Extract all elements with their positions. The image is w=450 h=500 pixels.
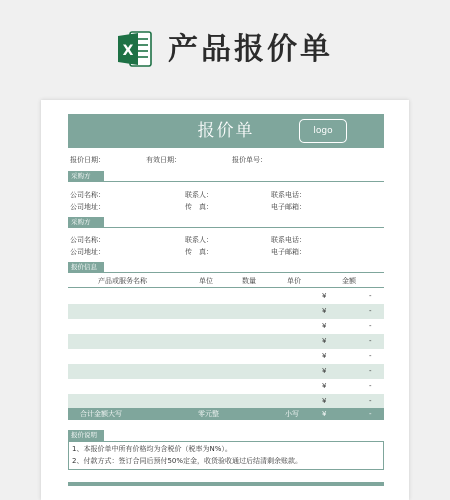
column-header-amount: 金额 xyxy=(342,277,356,285)
row-yen: ¥ xyxy=(322,382,327,390)
seller-email: 电子邮箱： xyxy=(271,248,306,256)
buyer-contact: 联系人： xyxy=(185,191,213,199)
total-small-label: 小写 xyxy=(285,410,299,418)
table-row xyxy=(68,349,384,364)
note-line: 1、本报价单中所有价格均为含税价（税率为N%）。 xyxy=(72,445,232,453)
table-row xyxy=(68,334,384,349)
divider xyxy=(68,272,384,273)
buyer-phone: 联系电话： xyxy=(271,191,306,199)
table-row xyxy=(68,394,384,409)
row-amount: - xyxy=(369,367,372,375)
row-amount: - xyxy=(369,307,372,315)
page-heading: 产品报价单 xyxy=(168,32,333,67)
table-row xyxy=(68,364,384,379)
seller-contact: 联系人： xyxy=(185,236,213,244)
column-header-product: 产品或服务名称 xyxy=(98,277,147,285)
row-yen: ¥ xyxy=(322,397,327,405)
seller-phone: 联系电话： xyxy=(271,236,306,244)
column-header-quantity: 数量 xyxy=(242,277,256,285)
row-amount: - xyxy=(369,337,372,345)
quote-no-label: 报价单号： xyxy=(232,156,267,164)
buyer-email: 电子邮箱： xyxy=(271,203,306,211)
note-line: 2、付款方式：签订合同后预付50%定金，收货验收通过后结清剩余账款。 xyxy=(72,457,303,465)
column-header-price: 单价 xyxy=(287,277,301,285)
table-row xyxy=(68,289,384,304)
seller-fax: 传 真： xyxy=(185,248,213,256)
divider xyxy=(68,227,384,228)
total-upper-value: 零元整 xyxy=(198,410,219,418)
buyer-section-tag: 采购方 xyxy=(68,171,104,182)
row-yen: ¥ xyxy=(322,337,327,345)
buyer-company-name: 公司名称： xyxy=(70,191,105,199)
row-amount: - xyxy=(369,352,372,360)
row-yen: ¥ xyxy=(322,367,327,375)
table-row xyxy=(68,304,384,319)
excel-icon xyxy=(118,30,152,68)
total-upper-label: 合计金额大写 xyxy=(80,410,122,418)
buyer-address: 公司地址： xyxy=(70,203,105,211)
total-row xyxy=(68,408,384,420)
banner-title: 报价单 xyxy=(197,121,255,141)
logo-placeholder: logo xyxy=(299,119,347,143)
row-yen: ¥ xyxy=(322,352,327,360)
seller-section-tag: 采购方 xyxy=(68,217,104,228)
row-amount: - xyxy=(369,397,372,405)
quote-date-label: 报价日期： xyxy=(70,156,105,164)
quote-sheet xyxy=(41,100,409,500)
notes-section-tag: 报价说明 xyxy=(68,430,104,441)
column-header-unit: 单位 xyxy=(199,277,213,285)
title-banner xyxy=(68,114,384,148)
row-amount: - xyxy=(369,322,372,330)
svg-text:X: X xyxy=(122,43,134,59)
footer-bar xyxy=(68,482,384,486)
divider xyxy=(68,181,384,182)
row-amount: - xyxy=(369,382,372,390)
seller-company-name: 公司名称： xyxy=(70,236,105,244)
table-row xyxy=(68,319,384,334)
table-row xyxy=(68,379,384,394)
row-yen: ¥ xyxy=(322,292,327,300)
buyer-fax: 传 真： xyxy=(185,203,213,211)
header xyxy=(0,0,450,98)
total-yen: ¥ xyxy=(322,410,327,418)
row-yen: ¥ xyxy=(322,322,327,330)
row-amount: - xyxy=(369,292,372,300)
divider xyxy=(68,287,384,288)
row-yen: ¥ xyxy=(322,307,327,315)
total-amount: - xyxy=(369,410,372,418)
seller-address: 公司地址： xyxy=(70,248,105,256)
quote-info-section-tag: 报价信息 xyxy=(68,262,104,273)
valid-date-label: 有效日期： xyxy=(146,156,181,164)
notes-box xyxy=(68,441,384,470)
